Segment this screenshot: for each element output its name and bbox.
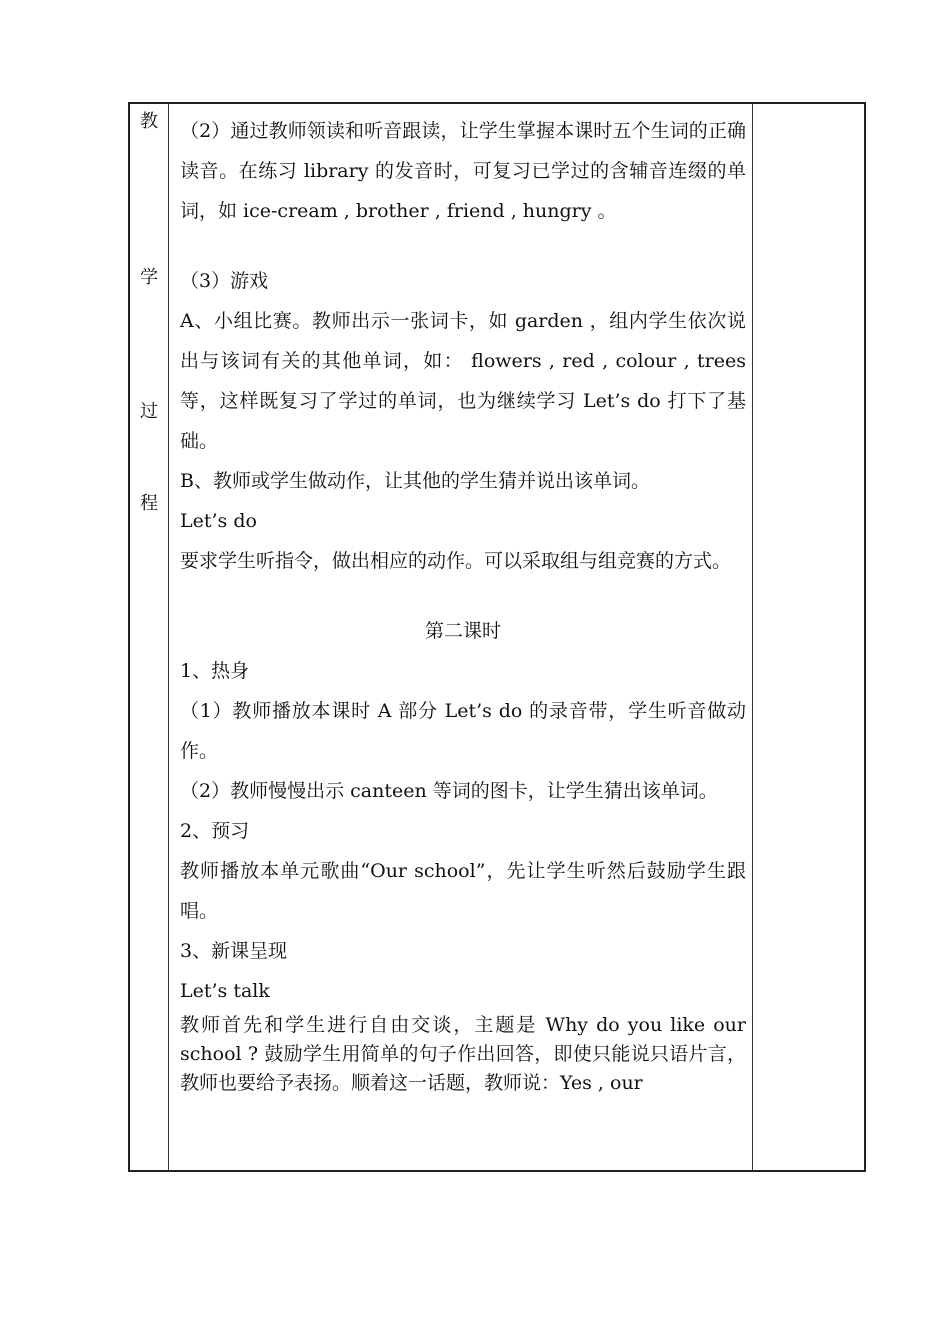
lesson-content (180, 111, 746, 1170)
paragraph: （1）教师播放本课时 A 部分 Let’s do 的录音带，学生听音做动作。 (180, 700, 746, 762)
paragraph: 要求学生听指令，做出相应的动作。可以采取组与组竞赛的方式。 (180, 550, 732, 572)
paragraph: 教师播放本单元歌曲“Our school”，先让学生听然后鼓励学生跟唱。 (180, 860, 746, 922)
lesson-table (128, 102, 866, 1172)
paragraph: Let’s talk (180, 980, 270, 1002)
paragraph: （2）通过教师领读和听音跟读，让学生掌握本课时五个生词的正确读音。在练习 library 的发音时，可复习已学过的含辅音连缀的单词，如 ice-cream , brother , friend , hungry 。 (180, 120, 746, 222)
side-label-char: 过 (140, 401, 158, 422)
section-title: 第二课时 (424, 620, 501, 642)
paragraph: Let’s do (180, 510, 257, 532)
heading: 1、热身 (180, 660, 250, 682)
side-label-char: 教 (140, 111, 158, 132)
side-label-char: 学 (140, 267, 158, 288)
column-divider-left (168, 104, 169, 1170)
heading: 3、新课呈现 (180, 940, 288, 962)
paragraph: （2）教师慢慢出示 canteen 等词的图卡，让学生猜出该单词。 (180, 780, 718, 802)
paragraph: A、小组比赛。教师出示一张词卡，如 garden ，组内学生依次说出与该词有关的其他单词，如： flowers , red , colour , trees 等，这样既复习了学过的单词，也为继续学习 Let’s do 打下了基础。 (180, 310, 746, 452)
paragraph: 教师首先和学生进行自由交谈，主题是 Why do you like our school ? 鼓励学生用简单的句子作出回答，即使只能说只语片言，教师也要给予表扬。顺着这一话题，教师说：Yes , our (180, 1014, 746, 1094)
paragraph: B、教师或学生做动作，让其他的学生猜并说出该单词。 (180, 470, 650, 492)
paragraph: （3）游戏 (180, 270, 269, 292)
column-divider-right (752, 104, 753, 1170)
side-label-char: 程 (140, 493, 158, 514)
heading: 2、预习 (180, 820, 250, 842)
